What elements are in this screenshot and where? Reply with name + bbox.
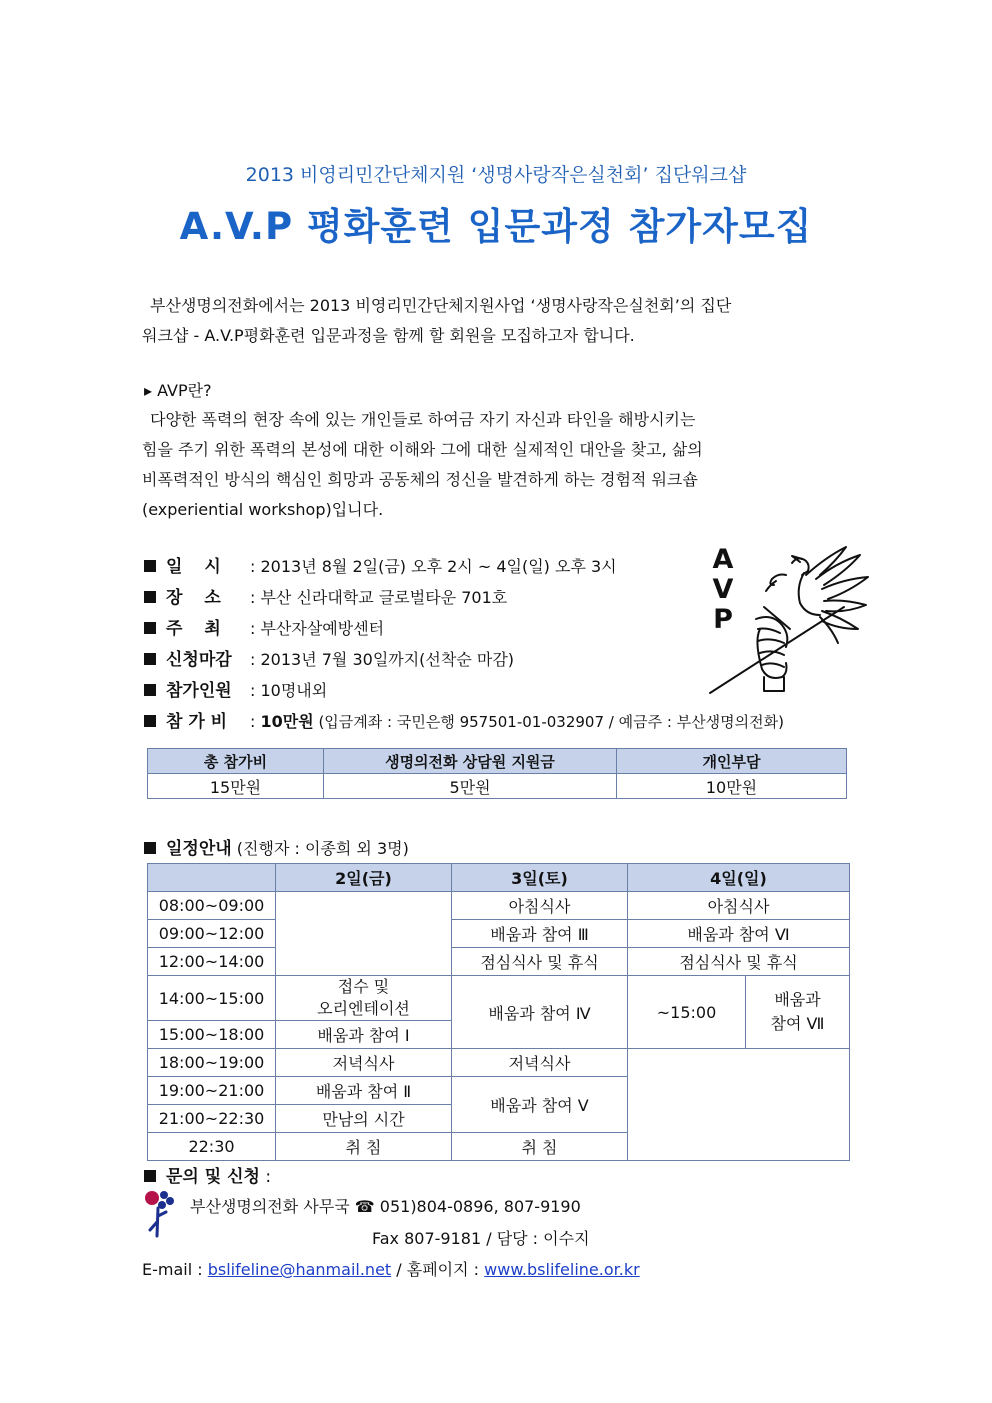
table-header [148,864,276,892]
table-cell: 배움과 참여 Ⅴ [452,1077,628,1133]
avp-description [142,405,850,525]
info-label: 신청마감 [166,650,232,670]
time-cell: 18:00~19:00 [148,1049,276,1077]
table-header: 4일(일) [628,864,850,892]
table-cell: 점심식사 및 휴식 [452,948,628,976]
homepage-link[interactable]: www.bslifeline.or.kr [484,1260,640,1279]
table-cell [746,976,850,1049]
square-bullet-icon [144,715,156,727]
table-cell: 10만원 [617,774,847,799]
info-label: 일 시 [166,557,229,577]
table-header: 총 참가비 [148,749,324,774]
table-cell [628,1049,850,1161]
event-info [144,551,784,737]
info-value: : 부산 신라대학교 글로벌타운 701호 [250,588,508,607]
table-header: 2일(금) [276,864,452,892]
contact-heading-label: 문의 및 신청 [166,1167,260,1187]
email-label: E-mail : [142,1260,208,1279]
square-bullet-icon [144,560,156,572]
info-label: 장 소 [166,588,229,608]
avp-logo [704,545,874,700]
office-line [190,1194,581,1217]
time-cell: 21:00~22:30 [148,1105,276,1133]
table-cell: 취 침 [276,1133,452,1161]
logo-letter: P [713,604,733,635]
square-bullet-icon [144,1170,156,1182]
info-value: : [250,712,261,731]
fee-amount: 10만원 [260,712,314,731]
table-header: 생명의전화 상담원 지원금 [324,749,617,774]
table-cell: 취 침 [452,1133,628,1161]
info-deadline [144,644,784,675]
table-cell [276,976,452,1021]
table-cell: 5만원 [324,774,617,799]
cell-line: 오리엔테이션 [317,999,410,1018]
square-bullet-icon [144,684,156,696]
schedule-heading [144,834,409,859]
fax-line: Fax 807-9181 / 담당 : 이수지 [372,1229,590,1248]
schedule-table [147,863,850,1161]
info-place [144,582,784,613]
info-label: 참가인원 [166,681,232,701]
table-cell: 배움과 참여 Ⅵ [628,920,850,948]
subtitle: 2013 비영리민간단체지원 ‘생명사랑작은실천회’ 집단워크샵 [245,164,747,186]
table-row [148,1049,850,1077]
schedule-heading-note: (진행자 : 이종희 외 3명) [231,839,409,858]
table-cell [276,892,452,976]
info-capacity [144,675,784,706]
time-cell: 09:00~12:00 [148,920,276,948]
table-cell: 아침식사 [452,892,628,920]
email-link[interactable]: bslifeline@hanmail.net [207,1260,392,1279]
info-value: : 부산자살예방센터 [250,619,385,638]
table-header: 개인부담 [617,749,847,774]
table-cell: 배움과 참여 Ⅰ [276,1021,452,1049]
table-cell: 배움과 참여 Ⅲ [452,920,628,948]
time-cell: 08:00~09:00 [148,892,276,920]
time-cell: 15:00~18:00 [148,1021,276,1049]
logo-letter: A [712,544,734,575]
avp-line: (experiential workshop)입니다. [142,500,384,519]
table-cell: 만남의 시간 [276,1105,452,1133]
cell-line: 접수 및 [337,977,390,996]
time-cell: 12:00~14:00 [148,948,276,976]
phone-number: 051)804-0896, 807-9190 [374,1197,581,1216]
contact-heading-colon: : [259,1167,272,1187]
square-bullet-icon [144,622,156,634]
homepage-label: / 홈페이지 : [391,1260,485,1279]
cell-line: 참여 Ⅶ [770,1014,825,1033]
table-header: 3일(토) [452,864,628,892]
table-cell: 아침식사 [628,892,850,920]
info-label: 참 가 비 [166,712,228,732]
fee-table [147,748,847,799]
table-header-row [148,864,850,892]
table-row [148,948,850,976]
info-fee [144,706,784,737]
fee-account: (입금계좌 : 국민은행 957501-01-032907 / 예금주 : 부산생명의전화) [313,713,784,731]
table-row [148,892,850,920]
time-cell: 19:00~21:00 [148,1077,276,1105]
cell-line: 배움과 [774,990,821,1009]
lifeline-tree-logo-icon [140,1186,182,1238]
table-cell: 배움과 참여 Ⅱ [276,1077,452,1105]
info-label: 주 최 [166,619,229,639]
info-value: : 10명내외 [250,681,328,700]
table-cell: 배움과 참여 Ⅳ [452,976,628,1049]
square-bullet-icon [144,591,156,603]
phone-icon: ☎ [354,1197,375,1216]
avp-line: 다양한 폭력의 현장 속에 있는 개인들로 하여금 자기 자신과 타인을 해방시키는 [150,410,696,429]
intro-line: 부산생명의전화에서는 2013 비영리민간단체지원사업 ‘생명사랑작은실천회’의 집단 [150,296,732,315]
table-cell: 저녁식사 [276,1049,452,1077]
intro-paragraph [142,291,850,351]
office-name: 부산생명의전화 사무국 [190,1197,350,1216]
table-row [148,920,850,948]
time-cell: 22:30 [148,1133,276,1161]
avp-line: 힘을 주기 위한 폭력의 본성에 대한 이해와 그에 대한 실제적인 대안을 찾고, 삶의 [142,440,703,459]
time-cell: 14:00~15:00 [148,976,276,1021]
info-value: : 2013년 8월 2일(금) 오후 2시 ~ 4일(일) 오후 3시 [250,557,617,576]
contact-heading [144,1162,271,1187]
square-bullet-icon [144,653,156,665]
email-line [142,1257,640,1280]
dove-fist-icon [704,545,874,700]
info-value: : 2013년 7월 30일까지(선착순 마감) [250,650,515,669]
schedule-heading-label: 일정안내 [166,839,232,859]
square-bullet-icon [144,842,156,854]
info-host [144,613,784,644]
table-cell: ~15:00 [628,976,746,1049]
table-cell: 15만원 [148,774,324,799]
table-row [148,976,850,1021]
table-header-row [148,749,847,774]
logo-letter: V [712,574,734,605]
table-cell: 저녁식사 [452,1049,628,1077]
table-cell: 점심식사 및 휴식 [628,948,850,976]
info-date [144,551,784,582]
intro-line: 워크샵 - A.V.P평화훈련 입문과정을 함께 할 회원을 모집하고자 합니다. [142,326,635,345]
table-row [148,774,847,799]
avp-line: 비폭력적인 방식의 핵심인 희망과 공동체의 정신을 발견하게 하는 경험적 워크숍 [142,470,698,489]
page-title: A.V.P 평화훈련 입문과정 참가자모집 [179,205,813,248]
avp-heading: ▸ AVP란? [144,381,212,400]
